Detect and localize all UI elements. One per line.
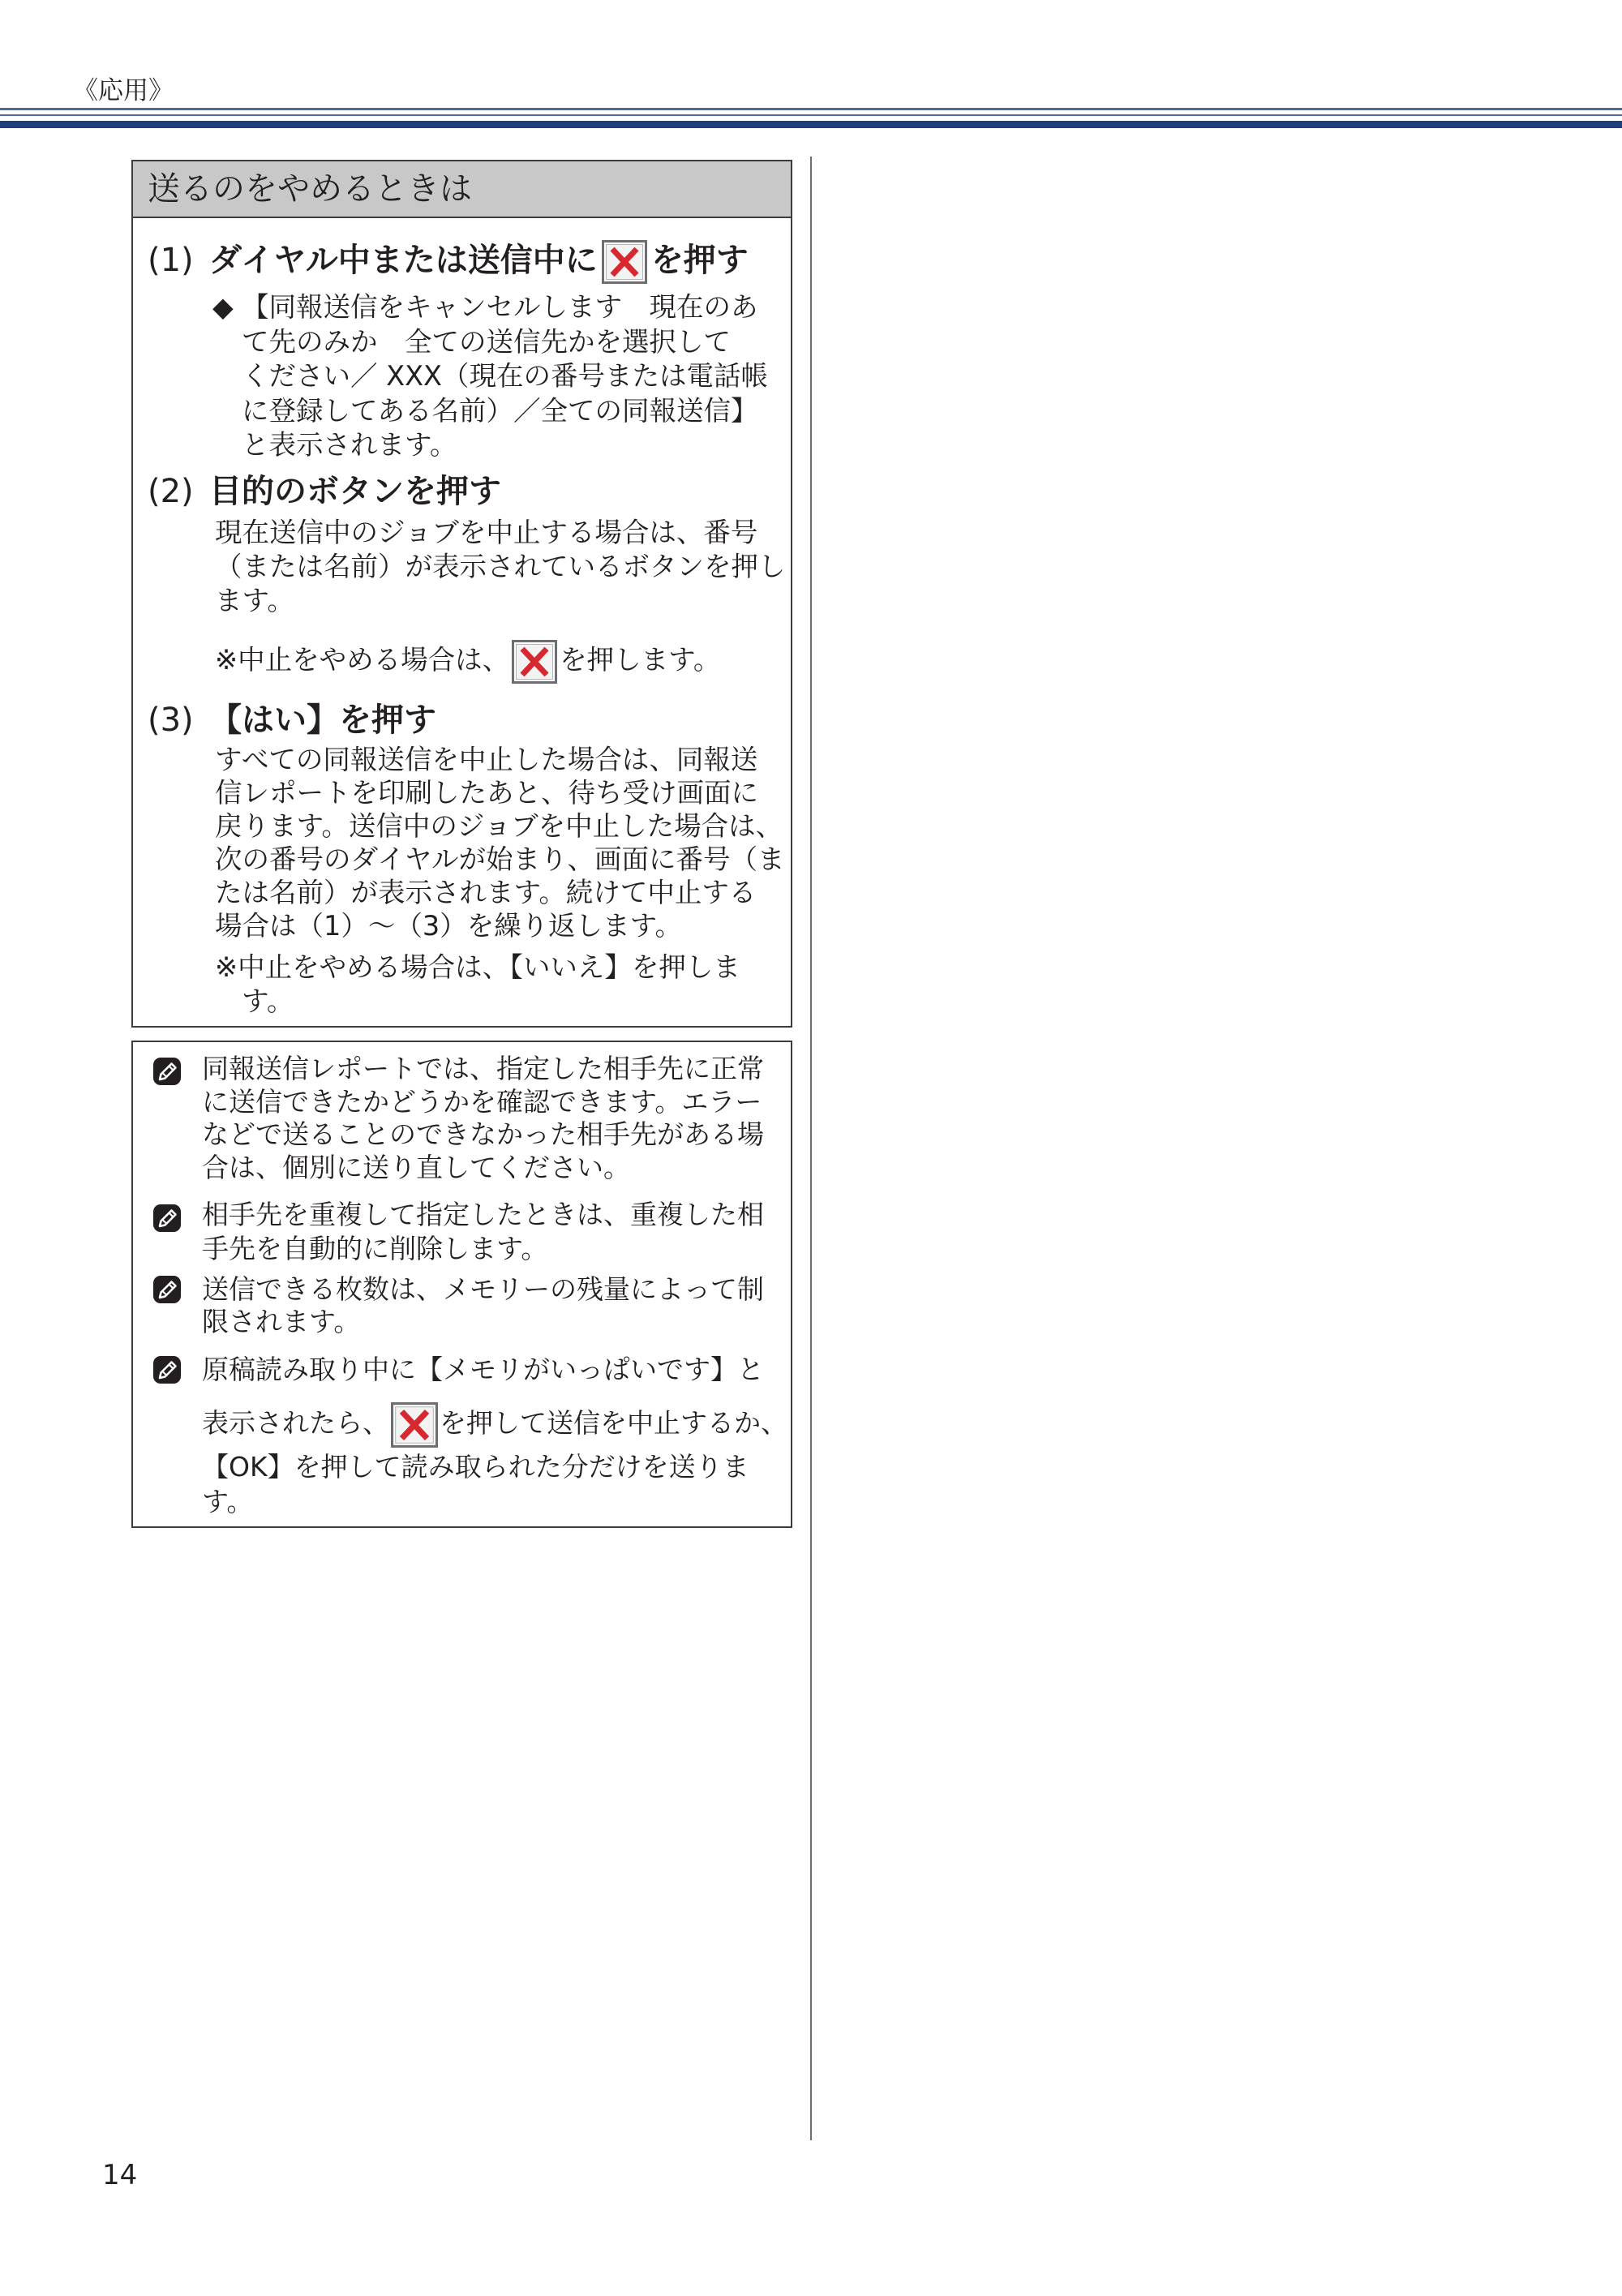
page-number: 14	[102, 2159, 138, 2191]
header-rule-thin	[0, 108, 1622, 110]
text-line: ます。	[215, 585, 294, 616]
note-text: 表示されたら、	[202, 1407, 389, 1439]
text-line: 現在送信中のジョブを中止する場合は、番号	[215, 517, 758, 548]
text-line: 手先を自動的に削除します。	[202, 1233, 548, 1264]
stop-x-key-icon	[602, 240, 647, 284]
header-rule-thin	[0, 114, 1622, 116]
text-line: 限されます。	[202, 1306, 361, 1337]
step-3-cancel-note: す。	[242, 985, 294, 1017]
text-line: 同報送信レポートでは、指定した相手先に正常	[202, 1053, 764, 1084]
step-3-cancel-note: ※中止をやめる場合は、【いいえ】を押しま	[215, 951, 740, 983]
text-line: （または名前）が表示されているボタンを押し	[215, 551, 786, 582]
stop-x-key-icon	[391, 1402, 438, 1448]
step-2-heading	[148, 469, 501, 514]
text-line: に送信できたかどうかを確認できます。エラー	[202, 1085, 762, 1118]
note-item-3	[202, 1273, 764, 1338]
text-line: ください／ XXX（現在の番号または電話帳	[242, 360, 768, 392]
stop-x-key-icon	[512, 640, 557, 684]
text-line: 【OK】を押して読み取られた分だけを送りま	[202, 1451, 749, 1483]
step-title: を押す	[650, 242, 749, 279]
procedure-title-band	[133, 161, 791, 218]
text-line: 場合は（1）～（3）を繰り返します。	[215, 910, 682, 942]
step-3-description	[215, 743, 785, 942]
note-text: を押して送信を中止するか、	[440, 1407, 787, 1439]
step-title: 【はい】を押す	[209, 702, 436, 739]
note-item-4-line-with-key	[202, 1401, 787, 1446]
text-line: 次の番号のダイヤルが始まり、画面に番号（ま	[215, 843, 785, 875]
pencil-note-icon	[152, 1355, 182, 1384]
note-text: ※中止をやめる場合は、	[215, 644, 510, 676]
step-number: (2)	[148, 473, 194, 510]
bullet-marker: ◆	[212, 291, 234, 323]
text-line: 合は、個別に送り直してください。	[202, 1151, 630, 1183]
text-line: に登録してある名前）／全ての同報送信】	[242, 394, 758, 427]
text-line: 戻ります。送信中のジョブを中止した場合は、	[215, 810, 783, 842]
text-line: 原稿読み取り中に【メモリがいっぱいです】と	[202, 1354, 764, 1385]
text-line: て先のみか 全ての送信先かを選択して	[242, 325, 731, 358]
section-label: 《応用》	[73, 76, 174, 105]
step-3-heading	[148, 697, 436, 743]
step-number: (1)	[148, 242, 194, 279]
pencil-note-icon	[152, 1057, 182, 1086]
procedure-title: 送るのをやめるときは	[148, 170, 472, 208]
pencil-note-icon	[152, 1204, 182, 1233]
pencil-note-icon	[152, 1275, 182, 1304]
text-line: などで送ることのできなかった相手先がある場	[202, 1118, 764, 1150]
step-1-heading	[148, 238, 749, 283]
note-item-2	[202, 1198, 764, 1266]
step-2-description	[215, 516, 786, 618]
step-title: 目的のボタンを押す	[209, 473, 501, 510]
step-title: ダイヤル中または送信中に	[209, 242, 598, 279]
text-line: 【同報送信をキャンセルします 現在のあ	[242, 291, 758, 323]
text-line: 信レポートを印刷したあと、待ち受け画面に	[215, 777, 758, 809]
header-rule-thick	[0, 121, 1622, 128]
note-item-1	[202, 1053, 764, 1184]
column-divider	[810, 157, 812, 2140]
step-1-description	[242, 290, 768, 463]
text-line: たは名前）が表示されます。続けて中止する	[215, 877, 757, 908]
step-2-cancel-note	[215, 638, 720, 682]
note-text: を押します。	[560, 644, 721, 676]
text-line: す。	[202, 1486, 254, 1517]
text-line: 相手先を重複して指定したときは、重複した相	[202, 1199, 764, 1230]
text-line: 送信できる枚数は、メモリーの残量によって制	[202, 1273, 764, 1305]
step-number: (3)	[148, 702, 194, 739]
text-line: と表示されます。	[242, 429, 457, 461]
text-line: すべての同報送信を中止した場合は、同報送	[215, 744, 758, 775]
